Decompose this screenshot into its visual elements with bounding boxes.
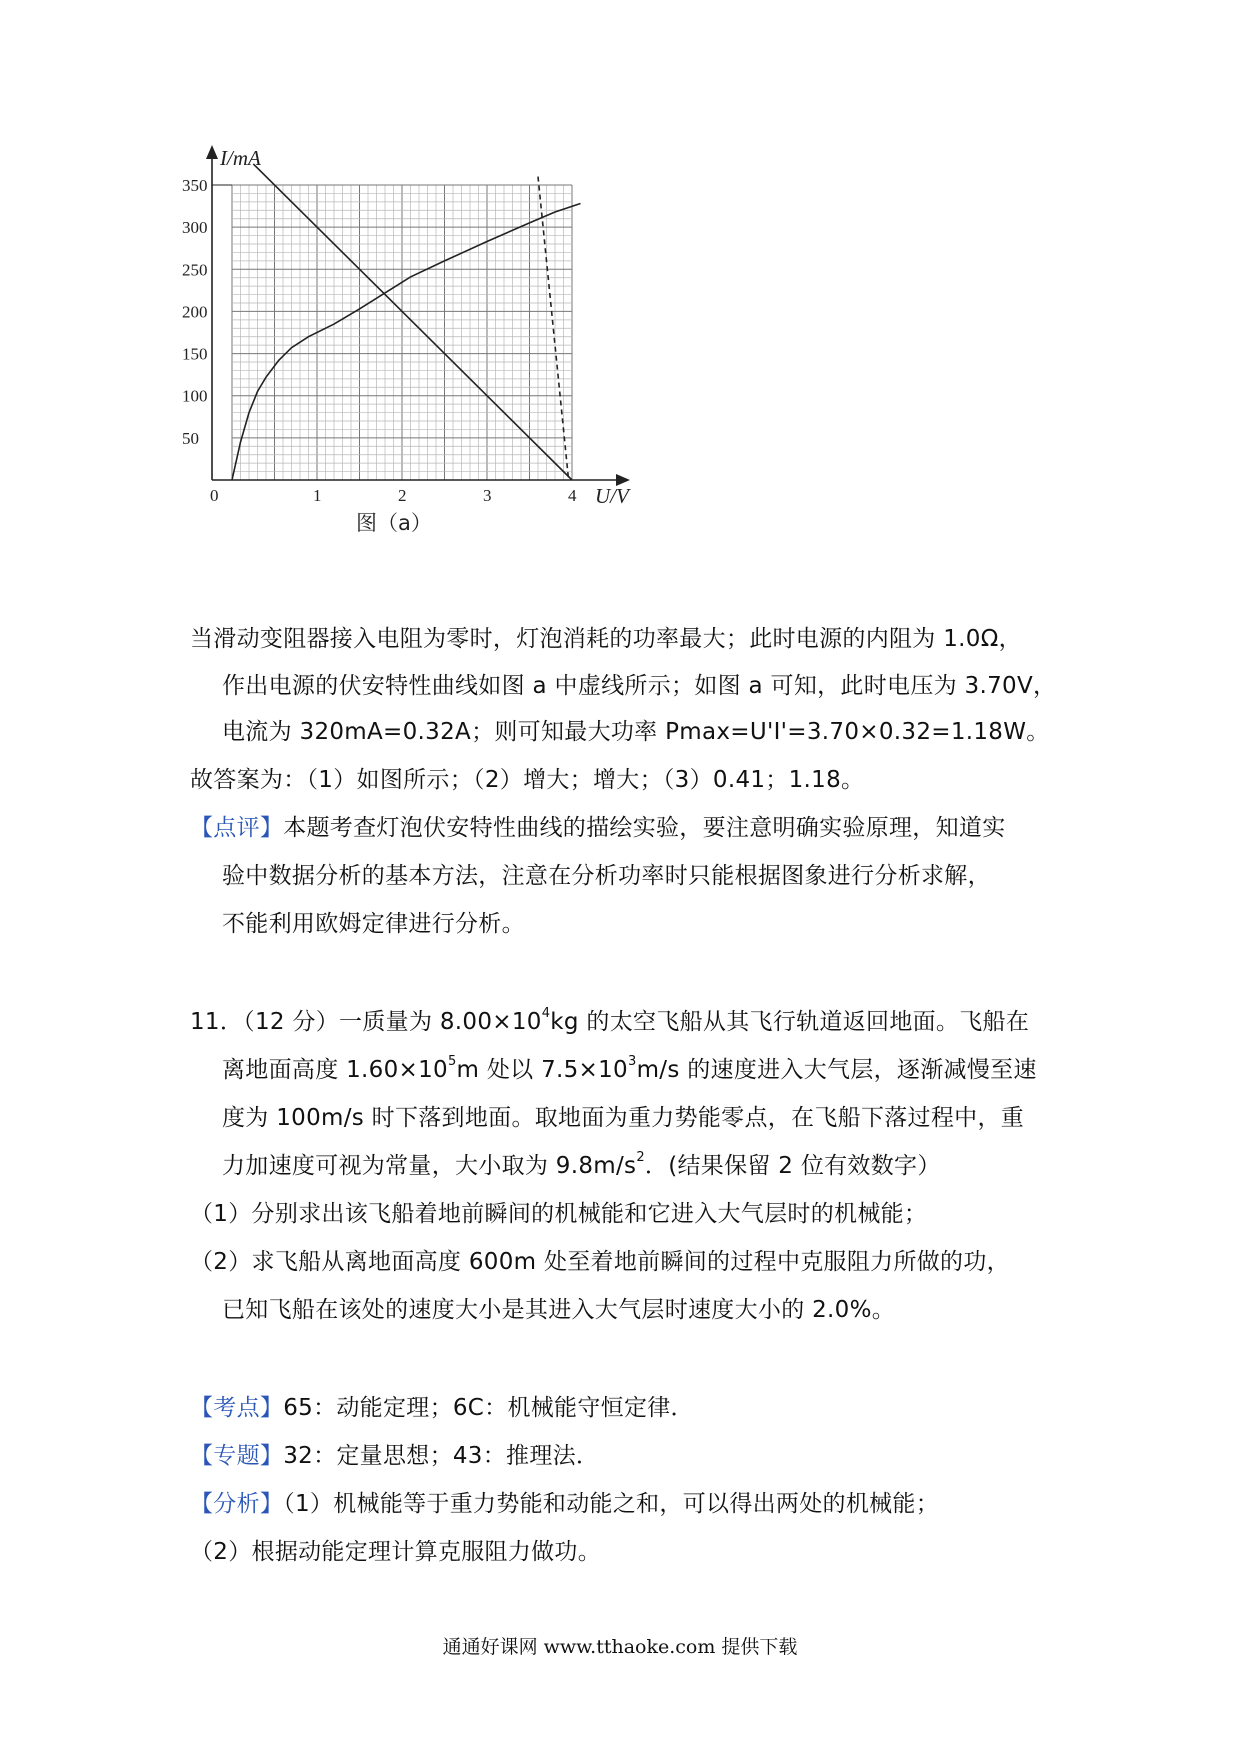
q11-subq-1: （1）分别求出该飞船着地前瞬间的机械能和它进入大气层时的机械能； [190,1201,928,1227]
knowledge-text: 65：动能定理；6C：机械能守恒定律． [283,1395,694,1421]
y-tick-label: 100 [182,386,208,406]
y-tick-label: 200 [182,302,208,322]
series-line-1 [232,204,581,481]
analysis [190,1488,939,1520]
comment-line-2: 验中数据分析的基本方法，注意在分析功率时只能根据图象进行分析求解， [222,863,991,889]
q11-exp-2: 5 [447,1054,457,1070]
q11-line-4-a: 力加速度可视为常量，大小取为 9.8m/s [222,1153,637,1179]
q11-exp-3: 3 [628,1054,637,1070]
analysis-tag: 【分析】 [190,1491,284,1517]
q11-line-1-a: 11．（12 分）一质量为 8.00×10 [190,1009,542,1035]
topic-tag: 【专题】 [190,1443,284,1469]
topic [190,1440,599,1472]
comment-tag: 【点评】 [190,815,284,841]
x-axis-label: U/V [595,484,629,508]
series-line-2 [253,164,572,480]
q11-line-4 [222,1150,941,1182]
iu-chart [182,146,730,615]
q11-line-1-b: kg 的太空飞船从其飞行轨道返回地面。飞船在 [550,1009,1030,1035]
q11-line-2-b: m 处以 7.5×10 [456,1057,628,1083]
q11-line-3: 度为 100m/s 时下落到地面。取地面为重力势能零点，在飞船下落过程中，重 [222,1105,1025,1131]
chart-grid [232,185,572,480]
figure-a [182,146,730,615]
q11-line-4-b: ．(结果保留 2 位有效数字） [644,1153,941,1179]
q11-subq-2-line-2: 已知飞船在该处的速度大小是其进入大气层时速度大小的 2.0%。 [222,1297,896,1323]
y-axis-label: I/mA [220,146,261,170]
q11-line-1 [190,1006,1029,1038]
y-tick-label: 50 [182,428,199,448]
comment-line-1 [190,812,1006,844]
x-tick-label: 0 [210,486,219,505]
para-1-line-2: 作出电源的伏安特性曲线如图 a 中虚线所示；如图 a 可知，此时电压为 3.70V， [222,673,1057,699]
x-tick-label: 1 [313,486,322,505]
analysis-line-2: （2）根据动能定理计算克服阻力做功。 [190,1539,602,1565]
knowledge-tag: 【考点】 [190,1395,284,1421]
q11-line-2-c: m/s 的速度进入大气层，逐渐减慢至速 [636,1057,1037,1083]
chart-axes [206,145,630,486]
para-1-line-1: 当滑动变阻器接入电阻为零时，灯泡消耗的功率最大；此时电源的内阻为 1.0Ω， [190,626,1022,652]
analysis-text: （1）机械能等于重力势能和动能之和，可以得出两处的机械能； [283,1491,940,1517]
chart-ticks [182,176,577,505]
q11-line-2-a: 离地面高度 1.60×10 [222,1057,448,1083]
page-footer: 通通好课网 www.tthaoke.com 提供下载 [442,1636,798,1658]
answer-summary: 故答案为：（1）如图所示；（2）增大；增大；（3）0.41；1.18。 [190,767,865,793]
para-1-line-3: 电流为 320mA=0.32A；则可知最大功率 Pmax=U'I'=3.70×0.32=1.18W。 [222,719,1050,745]
y-axis-arrow [206,145,218,159]
y-tick-label: 250 [182,260,208,280]
comment-line-3: 不能利用欧姆定律进行分析。 [222,911,525,937]
x-tick-label: 2 [398,486,407,505]
x-tick-label: 3 [483,486,492,505]
comment-text-1: 本题考查灯泡伏安特性曲线的描绘实验，要注意明确实验原理，知道实 [283,815,1006,841]
topic-text: 32：定量思想；43：推理法． [283,1443,600,1469]
knowledge-point [190,1392,694,1424]
q11-exp-1: 4 [541,1006,551,1022]
q11-line-2 [222,1054,1037,1086]
chart-series [232,164,581,480]
q11-exp-4: 2 [636,1150,645,1166]
figure-caption: 图（a） [356,511,432,535]
x-tick-label: 4 [568,486,577,505]
y-tick-label: 300 [182,218,208,238]
q11-subq-2-line-1: （2）求飞船从离地面高度 600m 处至着地前瞬间的过程中克服阻力所做的功， [190,1249,1010,1275]
y-tick-label: 150 [182,344,208,364]
y-tick-label: 350 [182,176,208,195]
